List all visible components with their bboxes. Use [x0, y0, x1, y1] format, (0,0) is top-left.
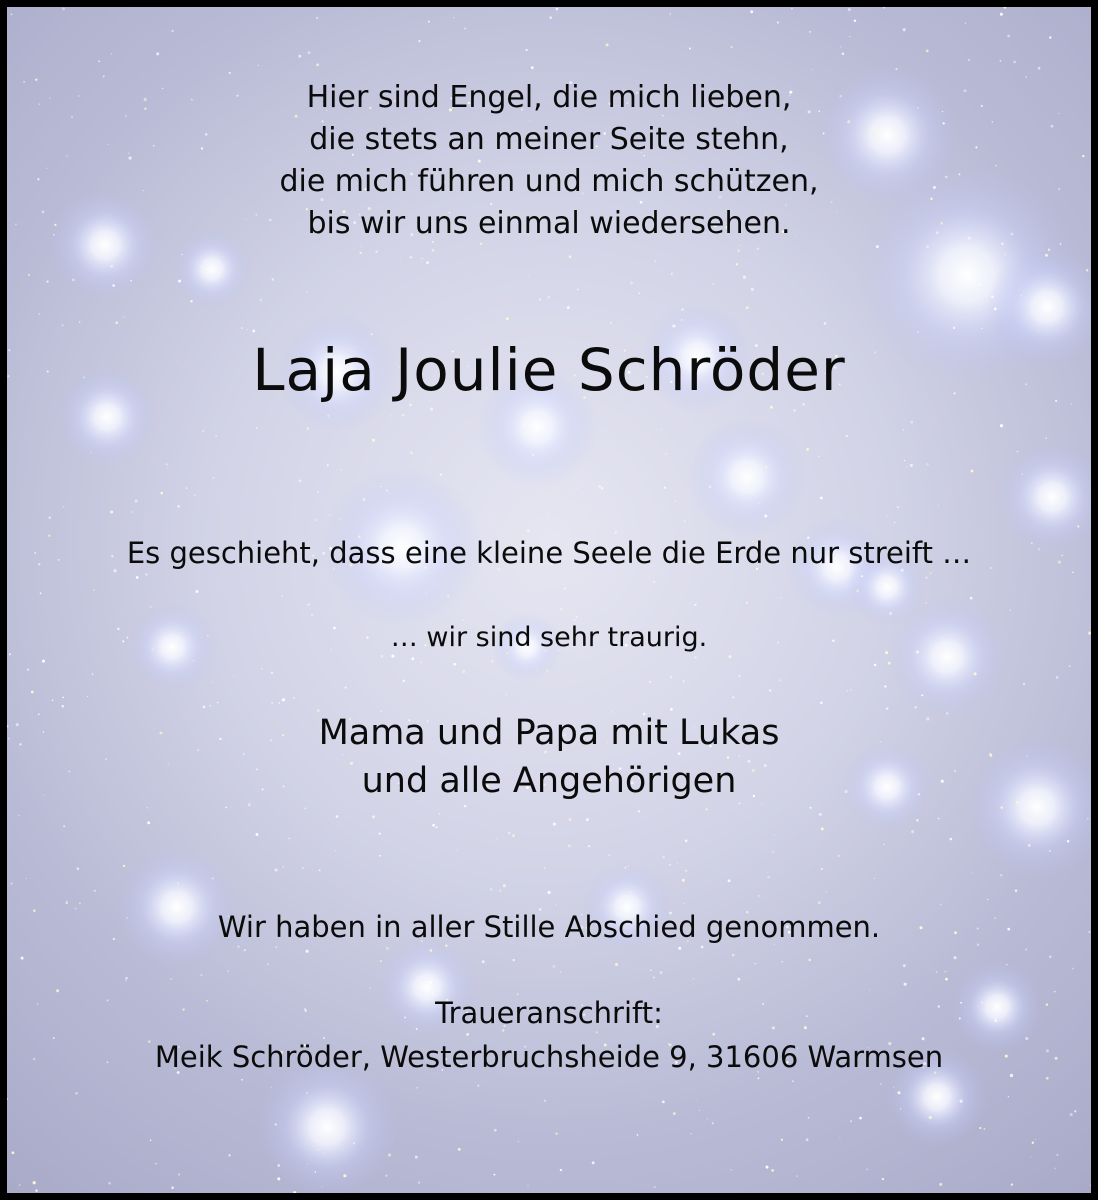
poem-line: die stets an meiner Seite stehn, — [309, 122, 789, 157]
address-text: Meik Schröder, Westerbruchsheide 9, 31606 Warmsen — [154, 1040, 944, 1074]
poem-line: die mich führen und mich schützen, — [279, 164, 819, 199]
poem-line: bis wir uns einmal wiedersehen. — [307, 206, 791, 241]
farewell-line: Wir haben in aller Stille Abschied genommen. — [217, 910, 881, 944]
quote-line: Es geschieht, dass eine kleine Seele die Erde nur streift … — [126, 536, 972, 570]
deceased-name: Laja Joulie Schröder — [252, 336, 846, 404]
poem — [7, 77, 1091, 245]
condolence-address — [7, 991, 1091, 1079]
sad-line: … wir sind sehr traurig. — [390, 622, 708, 653]
family-signature — [7, 709, 1091, 805]
family-line: und alle Angehörigen — [361, 761, 737, 801]
address-label: Traueranschrift: — [435, 996, 663, 1030]
family-line: Mama und Papa mit Lukas — [318, 713, 780, 753]
poem-line: Hier sind Engel, die mich lieben, — [306, 80, 792, 115]
